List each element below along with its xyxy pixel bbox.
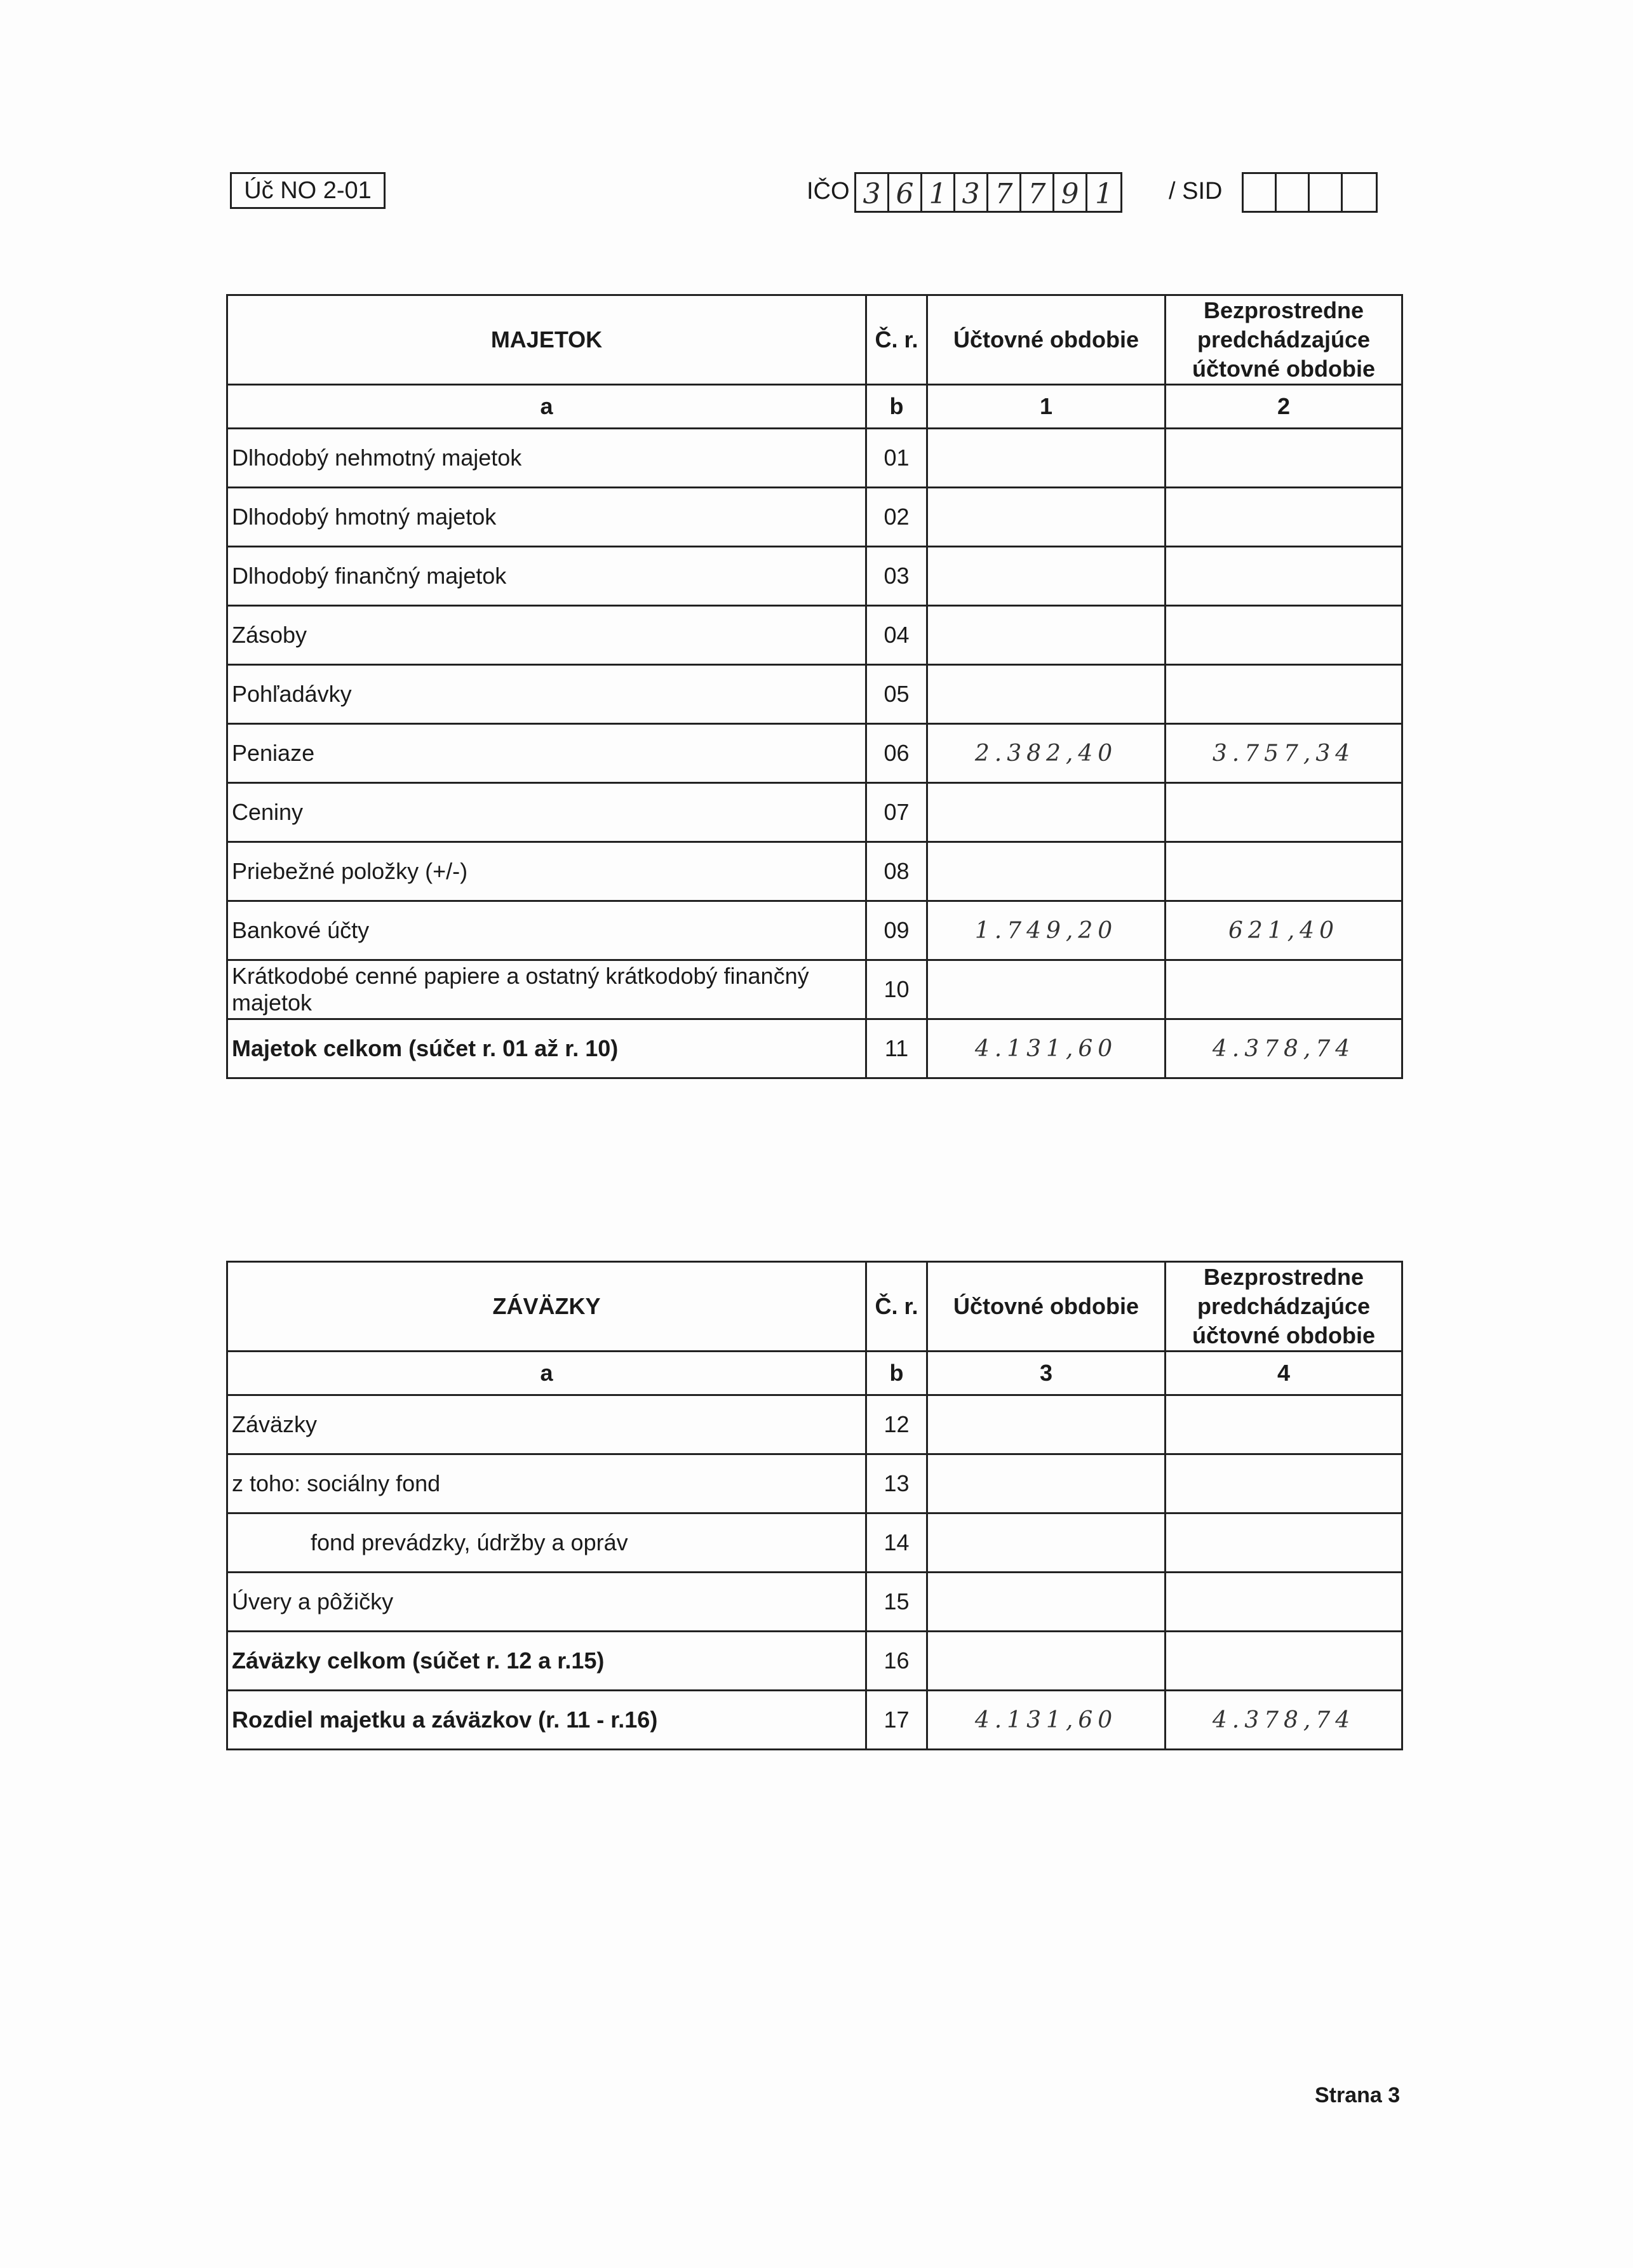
header-row-number: Č. r. <box>866 1262 927 1352</box>
value-previous[interactable] <box>1166 783 1402 842</box>
row-number: 09 <box>866 901 927 960</box>
value-previous[interactable] <box>1166 1454 1402 1513</box>
total-row <box>227 1632 1402 1691</box>
value-previous[interactable] <box>1166 429 1402 488</box>
sid-box <box>1277 174 1310 211</box>
row-label: Bankové účty <box>227 901 866 960</box>
row-label: z toho: sociálny fond <box>227 1454 866 1513</box>
header-previous-period: Bezprostredne predchádzajúce účtovné obdobie <box>1166 295 1402 385</box>
row-number: 13 <box>866 1454 927 1513</box>
value-current[interactable]: 2.382,40 <box>927 724 1166 783</box>
value-previous[interactable] <box>1166 547 1402 606</box>
zavazky-table <box>226 1261 1403 1750</box>
row-label: Majetok celkom (súčet r. 01 až r. 10) <box>227 1019 866 1078</box>
row-number: 14 <box>866 1513 927 1573</box>
row-label: Záväzky <box>227 1395 866 1454</box>
ico-digit: 1 <box>1095 178 1113 210</box>
table-row <box>227 842 1402 901</box>
majetok-table <box>226 294 1403 1079</box>
table-row <box>227 606 1402 665</box>
total-row <box>227 1019 1402 1078</box>
header-previous-period: Bezprostredne predchádzajúce účtovné obdobie <box>1166 1262 1402 1352</box>
sid-field <box>1242 172 1378 213</box>
row-number: 16 <box>866 1632 927 1691</box>
value-previous[interactable] <box>1166 1513 1402 1573</box>
row-label: Ceniny <box>227 783 866 842</box>
value-current[interactable] <box>927 960 1166 1019</box>
value-current[interactable] <box>927 547 1166 606</box>
header-row-number: Č. r. <box>866 295 927 385</box>
header-zavazky: ZÁVÄZKY <box>227 1262 866 1352</box>
ico-digit: 6 <box>889 174 922 211</box>
subheader-b: b <box>866 1352 927 1395</box>
row-label: fond prevádzky, údržby a opráv <box>227 1513 866 1573</box>
row-label: Záväzky celkom (súčet r. 12 a r.15) <box>227 1632 866 1691</box>
row-number: 12 <box>866 1395 927 1454</box>
table-row <box>227 1395 1402 1454</box>
subheader-4: 4 <box>1166 1352 1402 1395</box>
row-label: Pohľadávky <box>227 665 866 724</box>
ico-digit: 9 <box>1054 174 1087 211</box>
table-row <box>227 901 1402 960</box>
row-label: Priebežné položky (+/-) <box>227 842 866 901</box>
value-previous[interactable] <box>1166 488 1402 547</box>
page-number: Strana 3 <box>1315 2083 1401 2107</box>
sid-box <box>1244 174 1277 211</box>
table-row <box>227 724 1402 783</box>
ico-field <box>854 172 1122 213</box>
ico-digit: 1 <box>922 174 955 211</box>
subheader-a: a <box>227 385 866 429</box>
header-current-period: Účtovné obdobie <box>927 1262 1166 1352</box>
value-previous[interactable]: 621,40 <box>1166 901 1402 960</box>
value-previous[interactable] <box>1166 606 1402 665</box>
row-number: 17 <box>866 1691 927 1750</box>
row-number: 11 <box>866 1019 927 1078</box>
row-number: 07 <box>866 783 927 842</box>
value-current[interactable] <box>927 1454 1166 1513</box>
row-number: 04 <box>866 606 927 665</box>
value-previous[interactable]: 3.757,34 <box>1166 724 1402 783</box>
subheader-b: b <box>866 385 927 429</box>
sid-box <box>1343 174 1376 211</box>
value-current[interactable] <box>927 1513 1166 1573</box>
value-current[interactable]: 4.131,60 <box>927 1691 1166 1750</box>
form-code: Úč NO 2-01 <box>230 172 386 209</box>
ico-label: IČO <box>807 178 850 205</box>
table-row <box>227 429 1402 488</box>
row-label: Dlhodobý hmotný majetok <box>227 488 866 547</box>
ico-digit: 3 <box>955 174 988 211</box>
value-current[interactable]: 4.131,60 <box>927 1019 1166 1078</box>
value-previous[interactable] <box>1166 1573 1402 1632</box>
row-number: 01 <box>866 429 927 488</box>
sid-box <box>1310 174 1343 211</box>
table-row <box>227 547 1402 606</box>
difference-row <box>227 1691 1402 1750</box>
row-number: 10 <box>866 960 927 1019</box>
row-number: 08 <box>866 842 927 901</box>
row-number: 05 <box>866 665 927 724</box>
row-number: 02 <box>866 488 927 547</box>
row-label: Rozdiel majetku a záväzkov (r. 11 - r.16) <box>227 1691 866 1750</box>
value-current[interactable] <box>927 842 1166 901</box>
header-majetok: MAJETOK <box>227 295 866 385</box>
row-label: Dlhodobý finančný majetok <box>227 547 866 606</box>
table-row <box>227 488 1402 547</box>
value-current[interactable] <box>927 1573 1166 1632</box>
value-previous[interactable] <box>1166 665 1402 724</box>
value-current[interactable] <box>927 1395 1166 1454</box>
value-previous[interactable]: 4.378,74 <box>1166 1691 1402 1750</box>
subheader-1: 1 <box>927 385 1166 429</box>
row-label: Dlhodobý nehmotný majetok <box>227 429 866 488</box>
value-current[interactable] <box>927 606 1166 665</box>
row-label: Krátkodobé cenné papiere a ostatný krátkodobý finančný majetok <box>227 960 866 1019</box>
value-current[interactable] <box>927 783 1166 842</box>
row-label: Zásoby <box>227 606 866 665</box>
subheader-3: 3 <box>927 1352 1166 1395</box>
subheader-a: a <box>227 1352 866 1395</box>
row-label: Peniaze <box>227 724 866 783</box>
value-previous[interactable] <box>1166 1395 1402 1454</box>
value-previous[interactable] <box>1166 960 1402 1019</box>
ico-digit: 7 <box>988 174 1021 211</box>
value-previous[interactable] <box>1166 842 1402 901</box>
table-row <box>227 1513 1402 1573</box>
table-row <box>227 1573 1402 1632</box>
subheader-2: 2 <box>1166 385 1402 429</box>
value-current[interactable] <box>927 665 1166 724</box>
table-row <box>227 783 1402 842</box>
value-current[interactable]: 1.749,20 <box>927 901 1166 960</box>
table-row <box>227 960 1402 1019</box>
value-current[interactable] <box>927 1632 1166 1691</box>
value-previous[interactable]: 4.378,74 <box>1166 1019 1402 1078</box>
value-current[interactable] <box>927 488 1166 547</box>
sid-label: / SID <box>1169 178 1223 205</box>
table-row <box>227 665 1402 724</box>
ico-digit: 3 <box>856 174 889 211</box>
row-label: Úvery a pôžičky <box>227 1573 866 1632</box>
value-previous[interactable] <box>1166 1632 1402 1691</box>
table-row <box>227 1454 1402 1513</box>
row-number: 15 <box>866 1573 927 1632</box>
row-number: 03 <box>866 547 927 606</box>
header-current-period: Účtovné obdobie <box>927 295 1166 385</box>
value-current[interactable] <box>927 429 1166 488</box>
ico-digit: 7 <box>1021 174 1054 211</box>
row-number: 06 <box>866 724 927 783</box>
